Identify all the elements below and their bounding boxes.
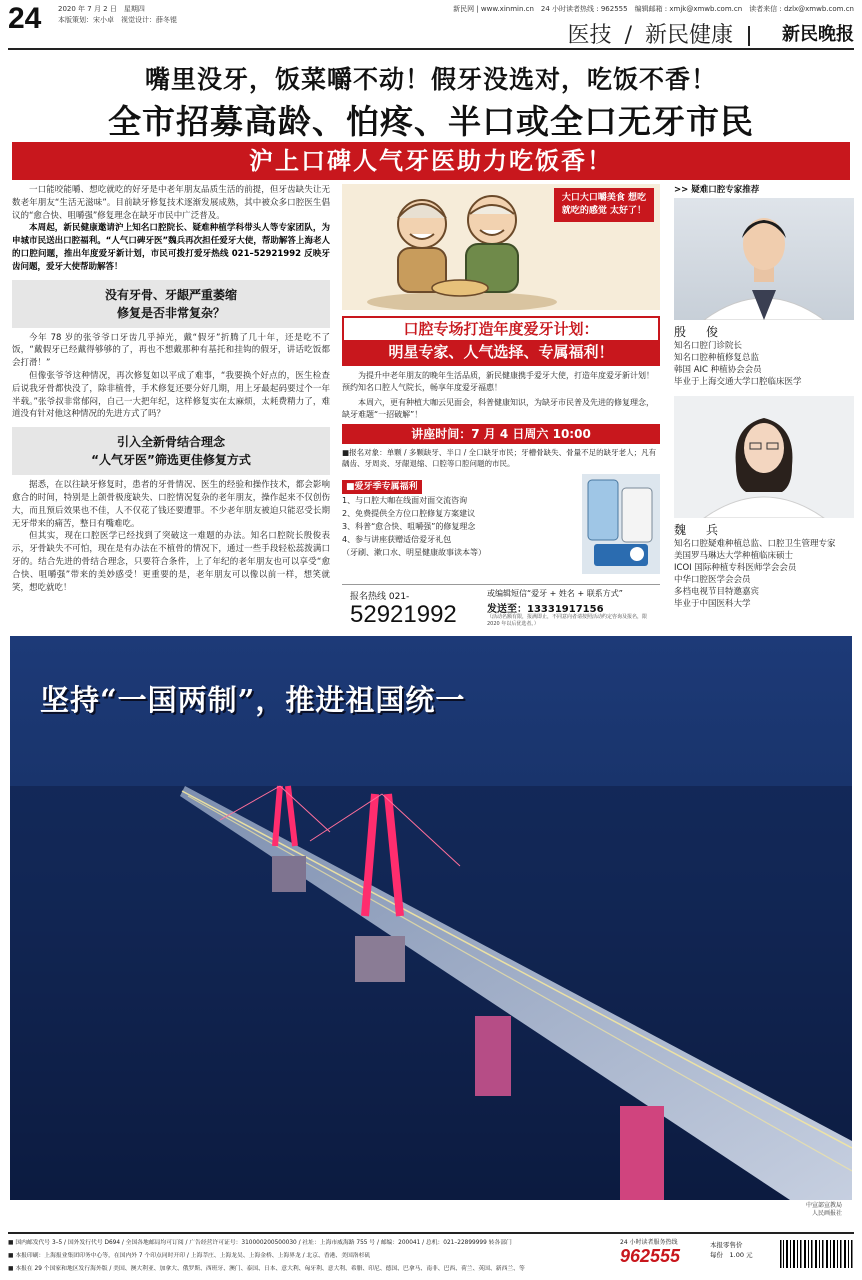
date-line: 2020 年 7 月 2 日 星期四 (58, 5, 145, 13)
section-label: 医技 (567, 23, 612, 48)
barcode-icon (778, 1238, 854, 1274)
retail-price-label: 本报零售价 (710, 1241, 743, 1249)
story-paragraph-2: 但像张爷爷这种情况，再次修复如以平成了难事，“我要换个好点的，医生检查后说我牙骨都快没了，除非植骨，手术修复还要分好几期，用上牙最起码要过个一年半载。”张爷叔非常郁闷，自己一大把年纪，这样修复实在太麻烦，太耗费精力了，难道没有针对他这种情况的先进方式了吗？ (12, 370, 330, 420)
expert-1-portrait (674, 198, 854, 320)
footer-line-2: ■ 本报印刷：上海报业集团印务中心等，在国内外 7 个印点同时开印 / 上海莘庄、上海龙吴、上海金桥、上海界龙 / 北京、香港、美国洛杉矶 (8, 1253, 371, 1259)
experts-header: >> 疑难口腔专家推荐 (674, 185, 760, 195)
benefits-title: ■爱牙季专属福利 (342, 480, 422, 494)
expert-2-credential: ICOI 国际种植专科医师学会会员 (674, 563, 797, 573)
editors-line: 本版策划：宋小卓 视觉设计：薛冬锟 (58, 16, 177, 24)
footer (8, 1232, 854, 1276)
intro-paragraph: 一口能咬能嚼、想吃就吃的好牙是中老年朋友品质生活的前提，但牙齿缺失让无数老年朋友“生活无滋味”。目前缺牙修复技术逐渐发展成熟，其中被众多口腔医生倡议的“愈合快、咀嚼强”修复理念在缺牙市民中广泛普及。 (12, 185, 330, 221)
hotline-number: 52921992 (350, 601, 457, 628)
section-label-2: 新民健康 (644, 23, 733, 48)
retail-price (710, 1240, 753, 1260)
retail-price-value: 每份 1.00 元 (710, 1251, 753, 1259)
bridge-night-photo (10, 636, 852, 1200)
left-column (12, 184, 330, 594)
doctor-female-avatar (674, 396, 854, 518)
expert-2-credential: 多档电视节目特邀嘉宾 (674, 587, 760, 597)
promo-box (342, 316, 660, 366)
photo-slogan: 坚持“一国两制”，推进祖国统一 (40, 683, 466, 717)
doctor-male-avatar (674, 198, 854, 320)
photo-credit: 中宣部宣教局 人民画报社 (805, 1202, 842, 1217)
expert-1-credential: 韩国 AIC 种植协会会员 (674, 365, 762, 375)
headline-line2: 全市招募高龄、怕疼、半口或全口无牙市民 (108, 102, 754, 141)
expert-2-credential: 知名口腔疑难种植总监、口腔卫生管理专家 (674, 539, 836, 549)
benefits-box (342, 474, 660, 582)
section-title: 医技 / 新民健康 (568, 18, 758, 49)
sms-instruction: 或编辑短信“爱牙 + 姓名 + 联系方式” (487, 589, 623, 598)
sms-number: 发送至：13331917156 (487, 604, 604, 615)
expert-2-credential: 美国罗马琳达大学种植临床硕士 (674, 551, 794, 561)
expert-1-credential: 知名口腔门诊院长 (674, 341, 743, 351)
masthead-rule (8, 48, 854, 50)
right-column (674, 184, 854, 610)
promo-subtitle: 明星专家、人气选择、专属福利！ (344, 340, 658, 364)
expert-2-credential: 毕业于中国医科大学 (674, 599, 751, 609)
page-number: 24 (8, 2, 42, 35)
bridge-illustration (10, 636, 852, 1200)
masthead (8, 0, 854, 54)
audience-note: ■报名对象：单颗 / 多颗缺牙、半口 / 全口缺牙市民；牙槽骨缺失、骨量不足的缺牙老人；凡有龋齿、牙周炎、牙龈退缩、口腔等口腔问题的市民。 (342, 448, 657, 468)
gift-pack-image (582, 474, 660, 574)
promo-paragraph-1: 为提升中老年朋友的晚年生活品质，新民健康携手爱牙大使，打造年度爱牙新计划！预约知名口腔人气院长，畅享年度爱牙福惠！ (342, 371, 654, 392)
hotline-label: 报名热线 021- (350, 592, 410, 602)
expert-2-credential: 中华口腔医学会会员 (674, 575, 751, 585)
expert-2-name: 魏 兵 (674, 523, 723, 537)
subheading-2-line-a: 引入全新骨结合理念 (116, 435, 225, 450)
benefit-item: 3、科普“愈合快、咀嚼强”的修复理念 (342, 522, 476, 531)
footer-line-3: ■ 本报在 29 个国家和地区发行海外版 / 美国、澳大利亚、加拿大、俄罗斯、西班牙、澳门、泰国、日本、意大利、匈牙利、意大利、希腊、印尼、德国、巴拿马、南非、巴西、荷兰、英国、新西兰、等 (8, 1266, 525, 1272)
story-paragraph-4: 但其实，现在口腔医学已经找到了突破这一难题的办法。知名口腔院长殷俊表示，牙骨缺失不可怕，现在是有办法在不植骨的情况下，通过一些手段轻松蕊拨满口牙的。结合先进的骨结合理念，只要符合条件，上了年纪的老年朋友也可以享受“愈合快、咀嚼强”带来的美妙感受！更重要的是，老年朋友可以像以前一样，想笑就笑，想吃就吃！ (12, 531, 330, 593)
reader-hotline (620, 1237, 704, 1267)
benefit-item: （牙刷、漱口水、明星健康故事读本等） (342, 548, 486, 557)
hotline-row (342, 584, 660, 628)
story-paragraph-1: 今年 78 岁的张爷爷口牙齿几乎掉光，戴“假牙”折腾了几十年，还是吃不了饭，“戴假牙已经戴得够够的了，再也不想戴那种有基托和挂钩的假牙，讲话吃饭都会打滑！” (12, 332, 330, 369)
expert-1-name: 殷 俊 (674, 325, 723, 339)
fine-print: （活动名额有限，报满即止，不同意向者请按照活动约定咨询及报名，限 2020 年以后优选者。） (487, 614, 648, 627)
benefit-item: 4、参与讲座获赠适倍爱牙礼包 (342, 535, 452, 544)
subheading-1-line-a: 没有牙骨、牙龈严重萎缩 (104, 287, 237, 302)
section-divider (748, 26, 750, 46)
promo-title: 口腔专场打造年度爱牙计划： (403, 320, 599, 338)
promo-paragraph-2: 本周六，更有种植大咖云见面会，科普健康知识，为缺牙市民普及先进的修复理念，缺牙难题“一招破解”！ (342, 398, 654, 419)
elderly-couple-cartoon (342, 184, 660, 310)
date-and-editors (58, 4, 177, 26)
expert-1-credential: 毕业于上海交通大学口腔临床医学 (674, 377, 802, 387)
subheading-2 (12, 427, 330, 475)
headline-line1: 嘴里没牙，饭菜嚼不动！假牙没选对，吃饭不香！ (144, 65, 717, 94)
subheading-1-line-b: 修复是否非常复杂？ (116, 305, 225, 320)
middle-column (342, 184, 660, 628)
subheading-2-line-b: “人气牙医”筛选更佳修复方式 (91, 453, 251, 468)
expert-1-credential: 知名口腔种植修复总监 (674, 353, 760, 363)
footer-line-1: ■ 国内邮发代号 3–5 / 国外发行代号 D694 / 全国各地邮局均可订阅 / 广告经营许可证号：310000200500030 / 社址：上海市威海路 755 号 / 邮编：200041 / 总机：021–22899999 转各部门 (8, 1240, 512, 1246)
cartoon-bubble: 大口大口嚼美食 想吃就吃的感觉 太好了！ (554, 188, 654, 222)
headline-banner: 沪上口碑人气牙医助力吃饭香！ (12, 142, 850, 180)
benefit-item: 2、免费提供全方位口腔修复方案建议 (342, 509, 476, 518)
subheading-1 (12, 280, 330, 328)
notice-paragraph: 本周起，新民健康邀请沪上知名口腔院长、疑难种植学科带头人等专家团队，为申城市民送出口腔福利。“人气口碑牙医”魏兵再次担任爱牙大使，帮助解答上海老人的口腔问题，推出年度爱牙新计划，市民可拨打爱牙热线 021–52921992 反映牙齿问题，爱牙大使帮助解答！ (12, 223, 330, 272)
benefit-item: 1、与口腔大咖在线面对面交流咨询 (342, 496, 468, 505)
newspaper-logo: 新民晚报 (782, 24, 854, 45)
expert-2-portrait (674, 396, 854, 518)
contact-line: 新民网 | www.xinmin.cn 24 小时读者热线 : 962555 编辑邮箱 : xmjk@xmwb.com.cn 读者来信 : dzlx@xmwb.com.cn (453, 5, 854, 13)
reader-hotline-title: 24 小时读者服务热线 (620, 1239, 678, 1246)
footer-publication-info (8, 1237, 610, 1276)
story-paragraph-3: 据悉，在以往缺牙修复时，患者的牙骨情况、医生的经验和操作技术，都会影响愈合的时间，特别是上颌骨极度缺失、口腔情况复杂的老年朋友，操作起来不仅创伤大，而且预后效果也不佳，人不仅花了钱还要遭罪。不少老年朋友被迫只能忍受长期无牙带来的痛苦，整日有嘴难吃。 (12, 480, 330, 529)
gift-pack-icon (582, 474, 660, 574)
lecture-time: 讲座时间：7 月 4 日周六 10:00 (342, 424, 660, 444)
reader-hotline-number: 962555 (620, 1246, 681, 1266)
